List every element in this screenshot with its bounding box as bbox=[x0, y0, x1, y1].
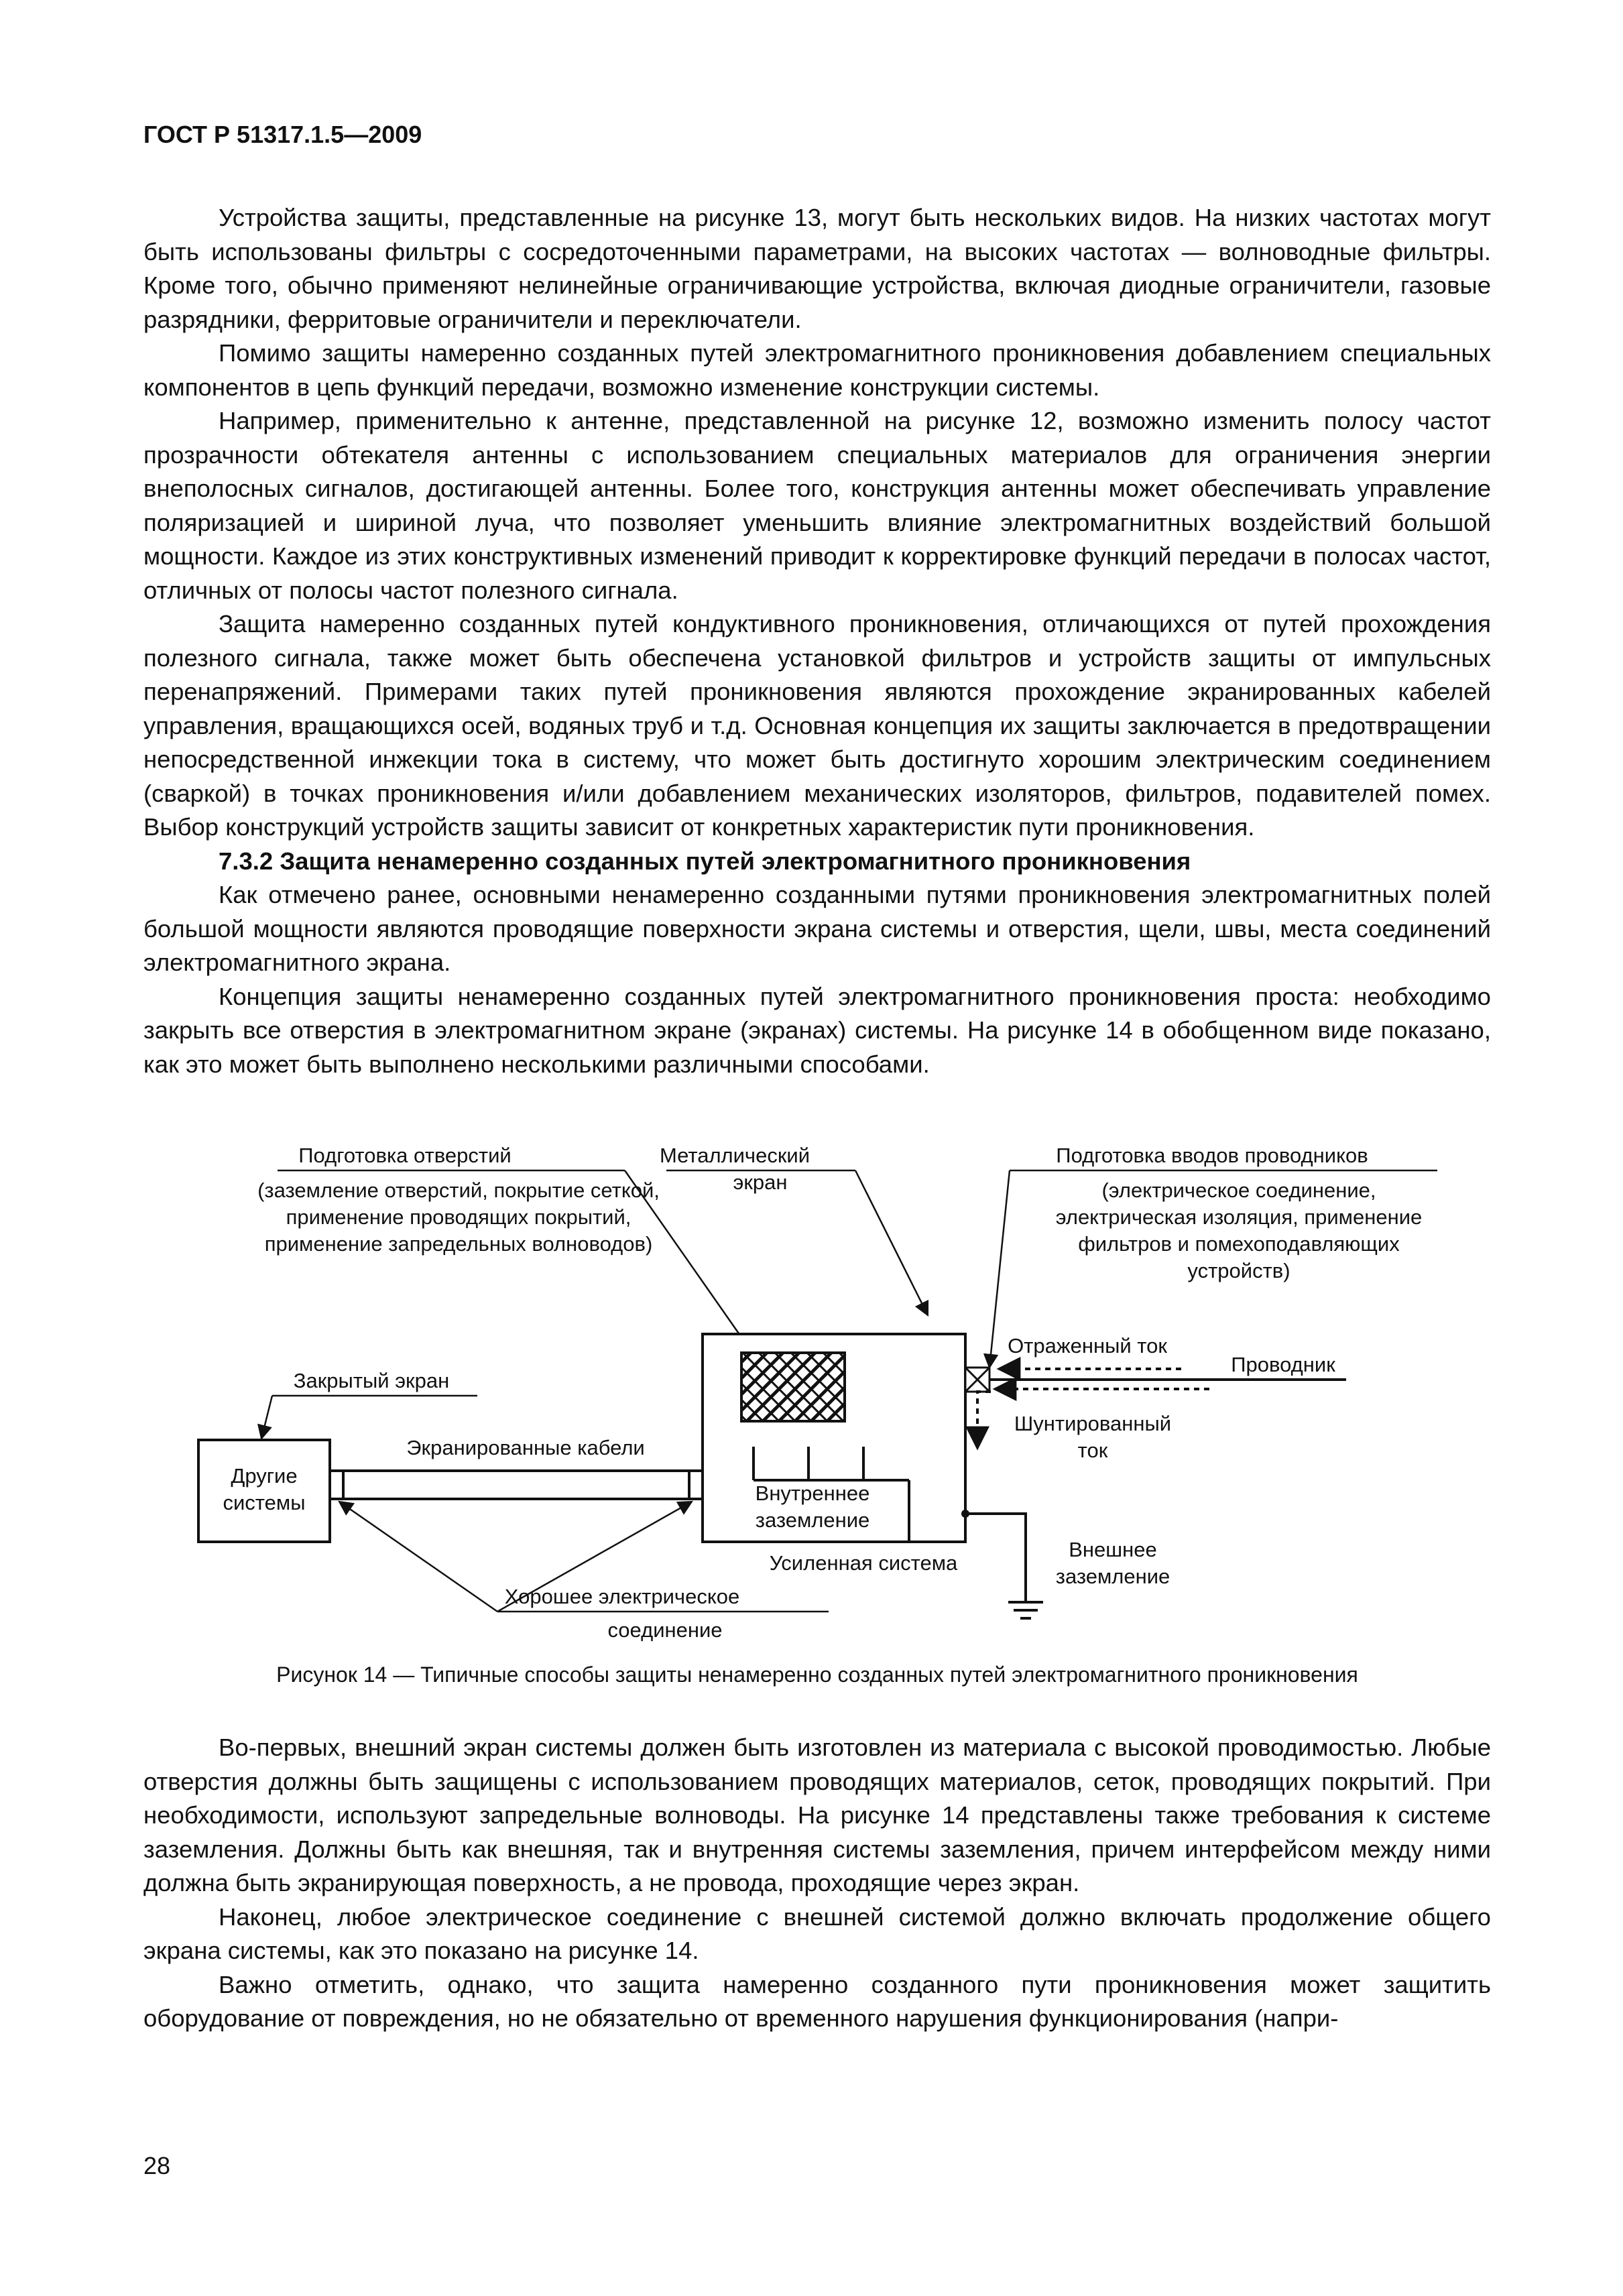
conductor-desc: фильтров и помехоподавляющих bbox=[1078, 1232, 1400, 1256]
paragraph: Как отмечено ранее, основными ненамеренно созданными путями проникновения электромагнитных полей большой мощности являются проводящие поверхности экрана системы и отверстия, щели, швы, места соединений электромагнитного экрана. bbox=[143, 881, 1491, 976]
conductor-desc: электрическая изоляция, применение bbox=[1055, 1205, 1423, 1229]
conductor-title: Подготовка вводов проводников bbox=[1056, 1144, 1368, 1167]
leader-line bbox=[989, 1170, 1010, 1368]
paragraph: Наконец, любое электрическое соединение с внешней системой должно включать продолжение общего экрана системы, как это показано на рисунке 14. bbox=[143, 1902, 1491, 1964]
aperture-title: Подготовка отверстий bbox=[298, 1144, 512, 1167]
external-ground-wire bbox=[965, 1514, 1026, 1602]
page-number: 28 bbox=[143, 2152, 171, 2179]
leader-line bbox=[339, 1502, 497, 1612]
inner-ground-label: Внутреннее bbox=[755, 1482, 870, 1505]
good-bond-label: Хорошее электрическое bbox=[504, 1585, 740, 1608]
aperture-desc: применение запредельных волноводов) bbox=[264, 1232, 653, 1256]
metal-screen-label: Металлический bbox=[659, 1144, 810, 1167]
paragraph: Помимо защиты намеренно созданных путей электромагнитного проникновения добавлением специальных компонентов в цепь функций передачи, возможно изменение конструкции системы. bbox=[143, 339, 1491, 401]
body-text-top bbox=[143, 201, 1491, 1081]
aperture-desc: (заземление отверстий, покрытие сеткой, bbox=[257, 1179, 660, 1202]
leader-line bbox=[261, 1396, 272, 1439]
outer-ground-label: Внешнее bbox=[1069, 1538, 1157, 1561]
paragraph: Устройства защиты, представленные на рисунке 13, могут быть нескольких видов. На низких частотах могут быть использованы фильтры с сосредоточенными параметрами, на высоких частотах — волноводные фильтры. Кроме того, обычно применяют нелинейные ограничивающие устройства, включая диодные ограничители, газовые разрядники, ферритовые ограничители и переключатели. bbox=[143, 204, 1491, 333]
page-header: ГОСТ Р 51317.1.5—2009 bbox=[143, 121, 422, 148]
cable-bond-right bbox=[689, 1471, 703, 1499]
leader-line bbox=[855, 1170, 928, 1315]
other-systems-label: Другие bbox=[231, 1464, 298, 1488]
mesh-cover bbox=[741, 1353, 845, 1421]
figure-caption: Рисунок 14 — Типичные способы защиты ненамеренно созданных путей электромагнитного проникновения bbox=[276, 1663, 1358, 1687]
cable-bond-left bbox=[330, 1471, 343, 1499]
hardened-system-label: Усиленная система bbox=[769, 1551, 958, 1575]
paragraph: Например, применительно к антенне, представленной на рисунке 12, возможно изменить полосу частот прозрачности обтекателя антенны с использованием специальных материалов для ограничения энергии внеполосных сигналов, достигающей антенны. Более того, конструкция антенны может обеспечивать управление поляризацией и шириной луча, что позволяет уменьшить влияние электромагнитных воздействий большой мощности. Каждое из этих конструктивных изменений приводит к корректировке функций передачи в полосах частот, отличных от полосы частот полезного сигнала. bbox=[143, 407, 1491, 604]
aperture-desc: применение проводящих покрытий, bbox=[286, 1205, 632, 1229]
shunted-current-label: Шунтированный bbox=[1014, 1412, 1172, 1435]
body-text-bottom bbox=[143, 1731, 1491, 2036]
shunted-current-label: ток bbox=[1077, 1439, 1108, 1462]
other-systems-label: системы bbox=[223, 1491, 306, 1514]
paragraph: Концепция защиты ненамеренно созданных путей электромагнитного проникновения проста: необходимо закрыть все отверстия в электромагнитном экране (экранах) системы. На рисунке 14 в обобщенном виде показано, как это может быть выполнено несколькими различными способами. bbox=[143, 982, 1491, 1078]
conductor-label: Проводник bbox=[1231, 1353, 1335, 1376]
paragraph: Важно отметить, однако, что защита намеренно созданного пути проникновения может защитить оборудование от повреждения, но не обязательно от временного нарушения функционирования (напри- bbox=[143, 1970, 1491, 2032]
inner-ground-label: заземление bbox=[755, 1508, 870, 1532]
paragraph: Защита намеренно созданных путей кондуктивного проникновения, отличающихся от путей прохождения полезного сигнала, также может быть обеспечена установкой фильтров и устройств защиты от импульсных перенапряжений. Примерами таких путей проникновения являются прохождение экранированных кабелей управления, вращающихся осей, водяных труб и т.д. Основная концепция их защиты заключается в предотвращении непосредственной инжекции тока в систему, что может быть достигнуто хорошим электрическим соединением (сваркой) в точках проникновения и/или добавлением механических изоляторов, фильтров, подавителей помех. Выбор конструкций устройств защиты зависит от конкретных характеристик пути проникновения. bbox=[143, 610, 1491, 841]
conductor-desc: устройств) bbox=[1187, 1259, 1290, 1282]
shielded-cables-label: Экранированные кабели bbox=[406, 1436, 645, 1459]
outer-ground-label: заземление bbox=[1055, 1565, 1170, 1588]
figure-14-diagram bbox=[143, 1140, 1491, 1649]
section-heading: 7.3.2 Защита ненамеренно созданных путей электромагнитного проникновения bbox=[219, 847, 1191, 875]
good-bond-label: соединение bbox=[607, 1618, 723, 1642]
reflected-current-label: Отраженный ток bbox=[1008, 1334, 1167, 1357]
conductor-desc: (электрическое соединение, bbox=[1101, 1179, 1376, 1202]
shielded-cable bbox=[330, 1471, 703, 1499]
metal-screen-label: экран bbox=[733, 1170, 788, 1194]
paragraph: Во-первых, внешний экран системы должен быть изготовлен из материала с высокой проводимостью. Любые отверстия должны быть защищены с использованием проводящих материалов, сеток, проводящих покрытий. При необходимости, используют запредельные волноводы. На рисунке 14 представлены также требования к системе заземления. Должны быть как внешняя, так и внутренняя системы заземления, причем интерфейсом между ними должна быть экранирующая поверхность, а не провода, проходящие через экран. bbox=[143, 1734, 1491, 1896]
shunted-current-arrow bbox=[977, 1392, 991, 1448]
closed-screen-label: Закрытый экран bbox=[293, 1369, 450, 1392]
